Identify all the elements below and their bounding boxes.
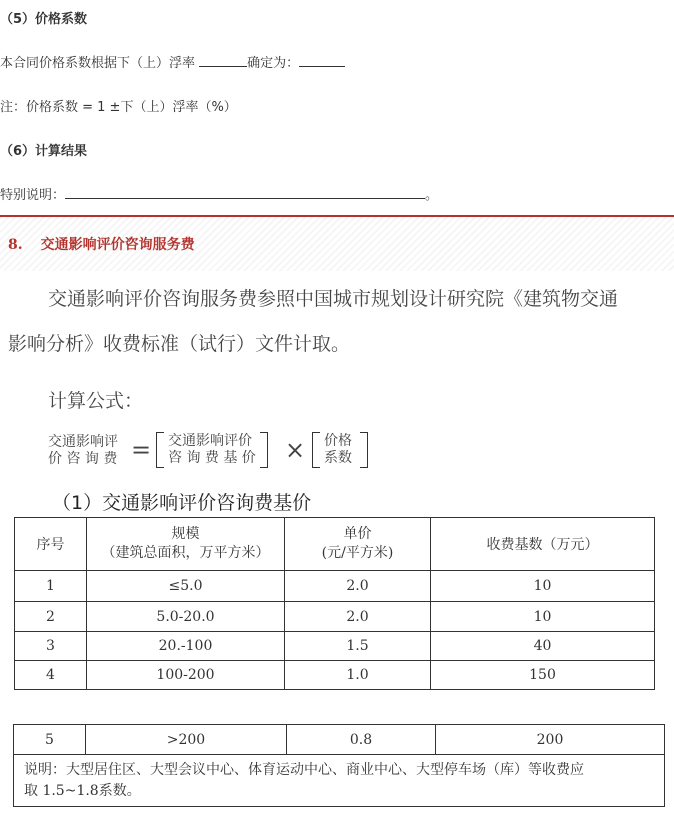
- cell-base-fee: 10: [431, 602, 655, 632]
- cell-base-fee: 200: [436, 725, 665, 755]
- special-label: 特别说明：: [0, 188, 66, 203]
- cell-index: 3: [15, 632, 87, 661]
- float-rate-blank[interactable]: [199, 54, 247, 67]
- formula-term2: [312, 432, 368, 468]
- header-base-fee: 收费基数（万元）: [431, 518, 655, 571]
- cell-unit-price: 1.5: [285, 632, 431, 661]
- cell-scale: 5.0-20.0: [87, 602, 285, 632]
- formula-term2-line1: 价格: [324, 433, 352, 449]
- s6-special: [0, 184, 438, 203]
- section-title-text: 交通影响评价咨询服务费: [40, 237, 195, 253]
- para-line2: 影响分析》收费标准（试行）文件计取。: [8, 333, 351, 355]
- s5-line1-mid: 确定为：: [247, 56, 300, 71]
- cell-scale: ≤5.0: [87, 571, 285, 602]
- cell-unit-price: 1.0: [285, 661, 431, 690]
- s6-heading: （6）计算结果: [0, 144, 88, 159]
- cell-base-fee: 40: [431, 632, 655, 661]
- header-scale-line1: 规模: [171, 526, 200, 542]
- header-unit-price: [285, 518, 431, 571]
- formula-lhs-line2: 价 咨 询 费: [48, 451, 118, 467]
- formula-term1-line1: 交通影响评价: [168, 433, 252, 449]
- fee-table: [14, 517, 655, 690]
- s5-line1: [0, 52, 345, 71]
- cell-unit-price: 0.8: [287, 725, 436, 755]
- cell-index: 2: [15, 602, 87, 632]
- header-scale-line2: （建筑总面积，万平方米）: [101, 545, 270, 561]
- formula-term1-text: [168, 433, 256, 467]
- section-header-bar: [0, 215, 674, 271]
- table-row: [15, 571, 655, 602]
- cell-base-fee: 10: [431, 571, 655, 602]
- formula-label: 计算公式：: [48, 390, 144, 412]
- special-end: 。: [425, 188, 439, 203]
- formula-lhs-line1: 交通影响评: [48, 434, 118, 450]
- cell-scale: 100-200: [87, 661, 285, 690]
- formula: [48, 432, 388, 472]
- cell-index: 5: [14, 725, 86, 755]
- left-bracket-icon: [156, 432, 164, 468]
- table-header-row: [15, 518, 655, 571]
- table-note-row: [14, 755, 665, 807]
- header-index: 序号: [15, 518, 87, 571]
- cell-index: 1: [15, 571, 87, 602]
- left-bracket-icon: [312, 432, 320, 468]
- section-number: 8.: [8, 237, 23, 253]
- formula-equals: =: [131, 436, 152, 464]
- formula-term1-line2: 咨 询 费 基 价: [168, 450, 256, 466]
- cell-base-fee: 150: [431, 661, 655, 690]
- s5-line1-prefix: 本合同价格系数根据下（上）浮率: [0, 56, 196, 71]
- header-unit-price-line2: (元/平方米): [321, 545, 394, 561]
- right-bracket-icon: [360, 432, 368, 468]
- coefficient-blank[interactable]: [299, 54, 345, 67]
- cell-unit-price: 2.0: [285, 602, 431, 632]
- s5-note: 注：价格系数 = 1 ±下（上）浮率（%）: [0, 100, 237, 115]
- formula-term2-text: [324, 433, 352, 467]
- cell-index: 4: [15, 661, 87, 690]
- subheading: （1）交通影响评价咨询费基价: [52, 492, 312, 514]
- para-line1: 交通影响评价咨询服务费参照中国城市规划设计研究院《建筑物交通: [48, 288, 619, 310]
- formula-lhs: [48, 434, 118, 468]
- table-row: [14, 725, 665, 755]
- table-note-line1: 说明：大型居住区、大型会议中心、体育运动中心、商业中心、大型停车场（库）等收费应: [24, 761, 584, 778]
- table-row: [15, 661, 655, 690]
- table-note-line2: 取 1.5~1.8系数。: [24, 782, 141, 799]
- formula-times: ×: [285, 436, 306, 464]
- table-row: [15, 602, 655, 632]
- cell-unit-price: 2.0: [285, 571, 431, 602]
- header-unit-price-line1: 单价: [343, 526, 372, 542]
- formula-term1: [156, 432, 268, 468]
- header-scale: [87, 518, 285, 571]
- cell-scale: >200: [86, 725, 287, 755]
- table-note: [14, 755, 665, 807]
- section-title: [8, 234, 195, 254]
- fee-table-continued: [13, 724, 665, 807]
- s5-heading: （5）价格系数: [0, 12, 88, 27]
- table-row: [15, 632, 655, 661]
- formula-term2-line2: 系数: [324, 450, 352, 466]
- special-blank[interactable]: [65, 186, 425, 199]
- right-bracket-icon: [260, 432, 268, 468]
- cell-scale: 20.-100: [87, 632, 285, 661]
